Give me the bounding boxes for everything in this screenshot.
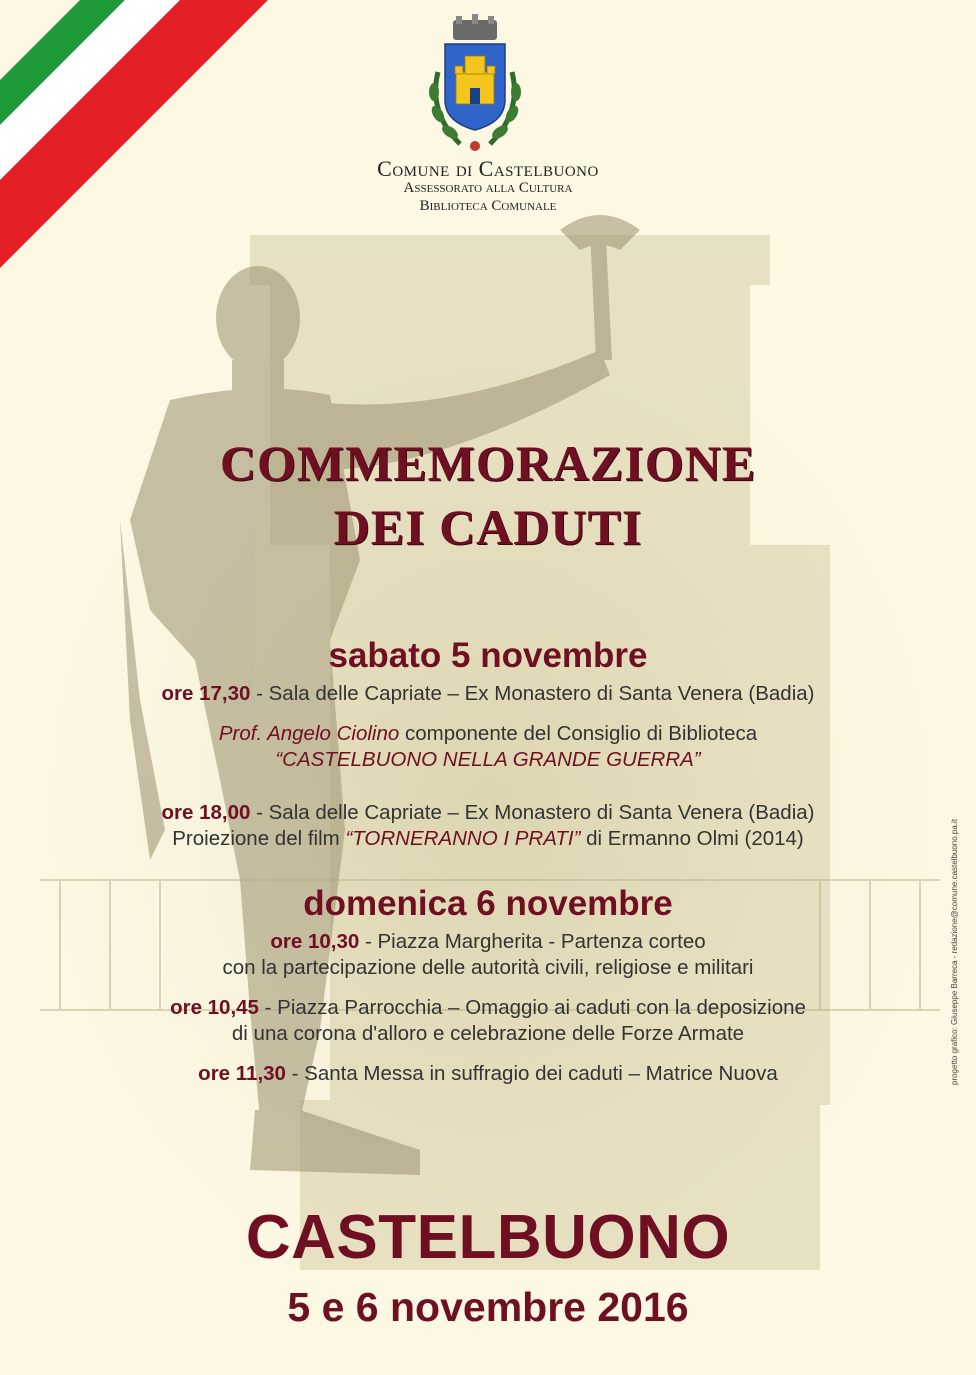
day1-event2-place: - Sala delle Capriate – Ex Monastero di Santa Venera (Badia) bbox=[250, 801, 815, 824]
speaker-role: componente del Consiglio di Biblioteca bbox=[399, 722, 758, 745]
day2-event1-time: ore 10,30 bbox=[270, 930, 360, 953]
day2-event1-text: - Piazza Margherita - Partenza corteo bbox=[359, 930, 706, 953]
day2-heading: domenica 6 novembre bbox=[303, 884, 673, 923]
italian-flag-ribbon bbox=[0, 0, 280, 280]
day2-event2-time: ore 10,45 bbox=[170, 996, 259, 1019]
day1-event1-time: ore 17,30 bbox=[161, 682, 251, 705]
footer-city: CASTELBUONO bbox=[245, 1203, 731, 1272]
day2-event2-line2: di una corona d'alloro e celebrazione delle Forze Armate bbox=[231, 1022, 745, 1045]
biblioteca-name: Biblioteca Comunale bbox=[419, 198, 557, 214]
day1-heading: sabato 5 novembre bbox=[328, 636, 648, 675]
film-prefix: Proiezione del film bbox=[172, 827, 346, 850]
film-title: “TORNERANNO I PRATI” bbox=[345, 827, 581, 850]
comune-name: Comune di Castelbuono bbox=[377, 156, 599, 181]
day1-event1-place: - Sala delle Capriate – Ex Monastero di Santa Venera (Badia) bbox=[250, 682, 815, 705]
castle-crest-icon bbox=[420, 12, 530, 162]
day2-event1 bbox=[0, 930, 976, 954]
day1-speaker bbox=[0, 722, 976, 746]
film-line bbox=[0, 827, 976, 851]
day2-event3 bbox=[0, 1062, 976, 1086]
title-line-1: COMMEMORAZIONE bbox=[219, 435, 757, 491]
day1-event2-time: ore 18,00 bbox=[161, 801, 251, 824]
design-credit: progetto grafico: Giuseppe Barreca - redazione@comune.castelbuono.pa.it bbox=[950, 818, 959, 1085]
day2-event2-text: - Piazza Parrocchia – Omaggio ai caduti con la deposizione bbox=[258, 996, 806, 1019]
assessorato-name: Assessorato alla Cultura bbox=[403, 180, 573, 196]
day1-event1 bbox=[0, 682, 976, 706]
speaker-name: Prof. Angelo Ciolino bbox=[218, 722, 400, 745]
day1-event2 bbox=[0, 801, 976, 825]
day2-event2 bbox=[0, 996, 976, 1020]
talk-title-line bbox=[0, 748, 976, 772]
day2-event1-line2: con la partecipazione delle autorità civili, religiose e militari bbox=[222, 956, 754, 979]
talk-title: “CASTELBUONO NELLA GRANDE GUERRA” bbox=[275, 748, 701, 771]
film-suffix: di Ermanno Olmi (2014) bbox=[580, 827, 804, 850]
day2-event3-text: - Santa Messa in suffragio dei caduti – Matrice Nuova bbox=[285, 1062, 778, 1085]
day2-event3-time: ore 11,30 bbox=[198, 1062, 286, 1085]
title-line-2: DEI CADUTI bbox=[333, 499, 643, 555]
footer-dates: 5 e 6 novembre 2016 bbox=[287, 1284, 689, 1330]
